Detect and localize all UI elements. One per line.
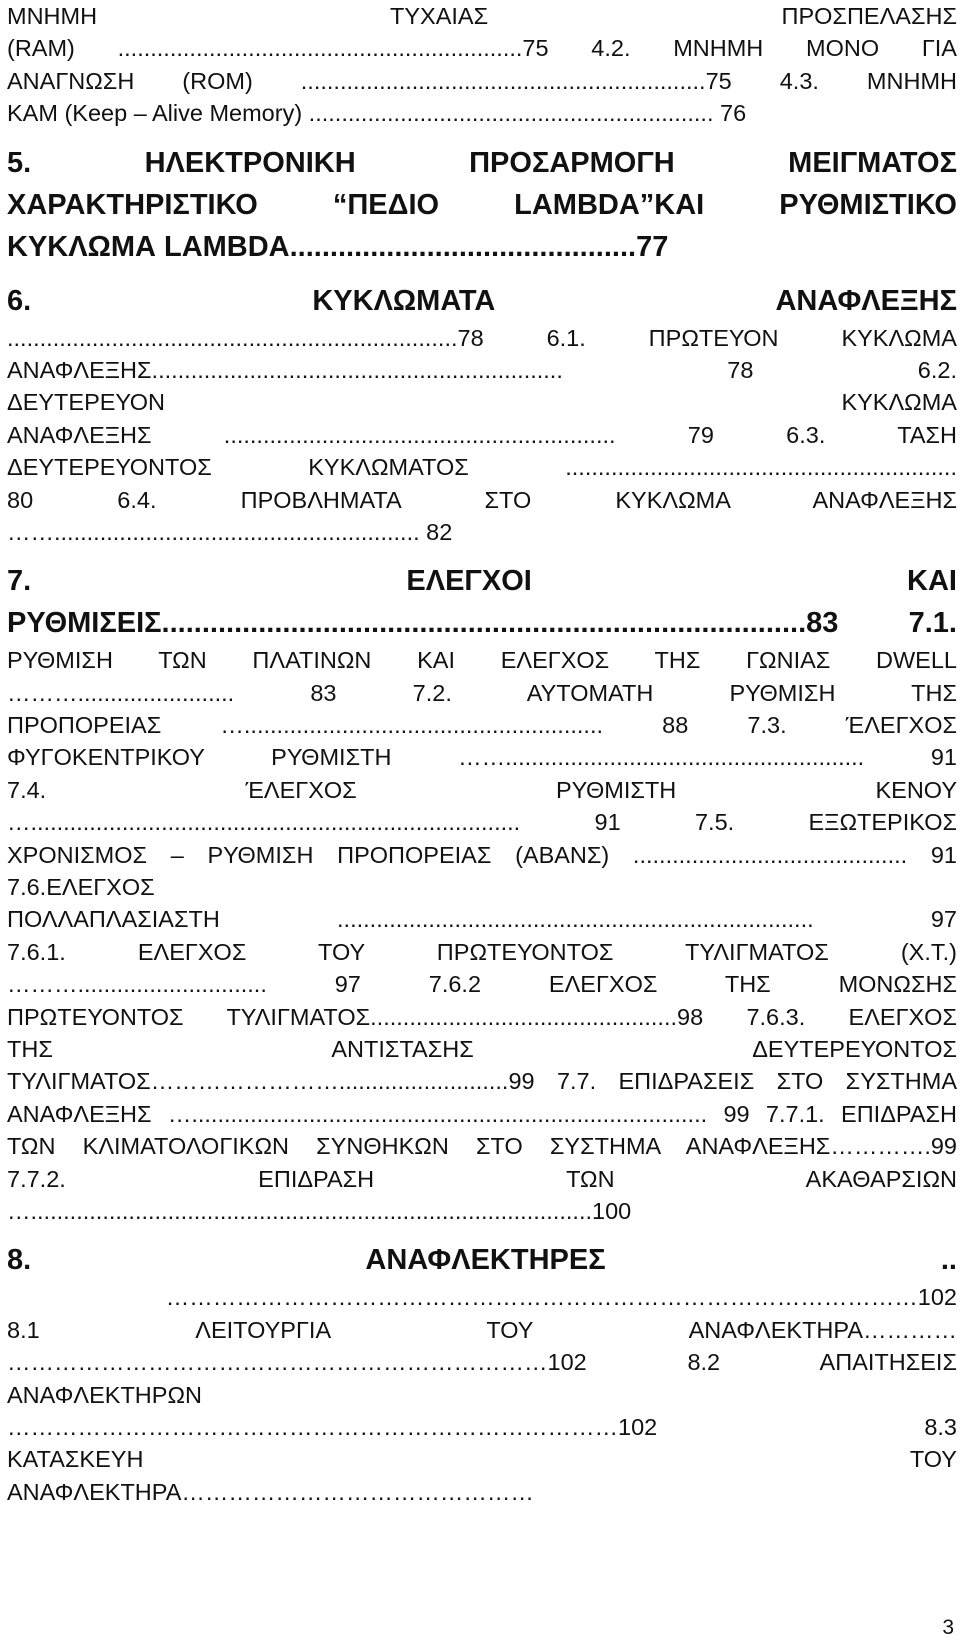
toc-line: ΑΝΑΓΝΩΣΗ (ROM) ..............................................................75 4.3. ΜΝΗΜΗ [7,67,957,94]
toc-line: 7.7.2. ΕΠΙΔΡΑΣΗ ΤΩΝ ΑΚΑΘΑΡΣΙΩΝ [7,1165,957,1192]
toc-line: ΠΡΩΤΕΥΟΝΤΟΣ ΤΥΛΙΓΜΑΤΟΣ...............................................98 7.6.3. ΕΛΕΓΧΟΣ [7,1003,957,1030]
toc-line: ……........................................................ 82 [7,518,453,545]
toc-line: 8.1 ΛΕΙΤΟΥΡΓΙΑ ΤΟΥ ΑΝΑΦΛΕΚΤΗΡΑ………… [7,1316,957,1343]
toc-line: ΑΝΑΦΛΕΞΗΣ............................................................... 78 6.2. [7,356,957,383]
section-heading: 8. ΑΝΑΦΛΕΚΤΗΡΕΣ .. [7,1244,957,1277]
section-heading: ΡΥΘΜΙΣΕΙΣ................................................................................83 7.1. [7,607,957,640]
toc-line: .....................................................................78 6.1. ΠΡΩΤΕΥΟΝ ΚΥΚΛΩΜΑ [7,324,957,351]
toc-line: ΤΥΛΙΓΜΑΤΟΣ……………………..........................99 7.7. ΕΠΙΔΡΑΣΕΙΣ ΣΤΟ ΣΥΣΤΗΜΑ [7,1068,957,1095]
page-number: 3 [942,1616,954,1639]
section-heading: ΚΥΚΛΩΜΑ LAMBDA...........................................77 [7,230,669,263]
toc-line: ΤΗΣ ΑΝΤΙΣΤΑΣΗΣ ΔΕΥΤΕΡΕΥΟΝΤΟΣ [7,1035,957,1062]
toc-line: ΑΝΑΦΛΕΚΤΗΡΑ……………………………………… [7,1478,534,1505]
toc-line: ………............................. 97 7.6.2 ΕΛΕΓΧΟΣ ΤΗΣ ΜΟΝΩΣΗΣ [7,971,957,998]
section-heading: 7. ΕΛΕΓΧΟΙ ΚΑΙ [7,565,957,598]
toc-line: …........................................................................... 91 7.5. ΕΞΩΤΕΡΙΚΟΣ [7,809,957,836]
toc-line: 7.6.1. ΕΛΕΓΧΟΣ ΤΟΥ ΠΡΩΤΕΥΟΝΤΟΣ ΤΥΛΙΓΜΑΤΟΣ (Χ.Τ.) [7,938,957,965]
toc-line: KAM (Keep – Alive Memory) .............................................................. 76 [7,100,747,127]
toc-line: ΦΥΓΟΚΕΝΤΡΙΚΟΥ ΡΥΘΜΙΣΤΗ ……....................................................... 91 [7,744,957,771]
toc-line: ΚΑΤΑΣΚΕΥΗ ΤΟΥ [7,1446,957,1473]
toc-line: ΑΝΑΦΛΕΞΗΣ …............................................................................... 99 7.7.1. ΕΠΙΔΡΑΣΗ [7,1100,957,1127]
toc-line: ΑΝΑΦΛΕΞΗΣ ............................................................ 79 6.3. ΤΑΣΗ [7,421,957,448]
toc-line: ΑΝΑΦΛΕΚΤΗΡΩΝ [7,1381,202,1408]
toc-line: ΧΡΟΝΙΣΜΟΣ – ΡΥΘΜΙΣΗ ΠΡΟΠΟΡΕΙΑΣ (ΑΒΑΝΣ) .......................................... 91 [7,841,957,868]
toc-line: ……………………………………………………………………………………102 [165,1284,957,1311]
toc-line: 7.6.ΕΛΕΓΧΟΣ [7,874,155,901]
toc-line: ΠΟΛΛΑΠΛΑΣΙΑΣΤΗ ......................................................................... 97 [7,906,957,933]
toc-line: ΜΝΗΜΗ ΤΥΧΑΙΑΣ ΠΡΟΣΠΕΛΑΣΗΣ [7,3,957,29]
toc-line: 7.4. ΈΛΕΓΧΟΣ ΡΥΘΜΙΣΤΗ ΚΕΝΟΥ [7,776,957,803]
toc-line: (RAM) ..............................................................75 4.2. ΜΝΗΜΗ ΜΟΝΟ ΓΙΑ [7,35,957,62]
toc-line: ΤΩΝ ΚΛΙΜΑΤΟΛΟΓΙΚΩΝ ΣΥΝΘΗΚΩΝ ΣΤΟ ΣΥΣΤΗΜΑ ΑΝΑΦΛΕΞΗΣ………….99 [7,1133,957,1160]
section-heading: 6. ΚΥΚΛΩΜΑΤΑ ΑΝΑΦΛΕΞΗΣ [7,284,957,317]
section-heading: 5. ΗΛΕΚΤΡΟΝΙΚΗ ΠΡΟΣΑΡΜΟΓΗ ΜΕΙΓΜΑΤΟΣ [7,146,957,179]
toc-line: ΔΕΥΤΕΡΕΥΟΝ ΚΥΚΛΩΜΑ [7,389,957,416]
toc-line: ΔΕΥΤΕΡΕΥΟΝΤΟΣ ΚΥΚΛΩΜΑΤΟΣ ............................................................ [7,454,957,481]
toc-line: ΡΥΘΜΙΣΗ ΤΩΝ ΠΛΑΤΙΝΩΝ ΚΑΙ ΕΛΕΓΧΟΣ ΤΗΣ ΓΩΝΙΑΣ DWELL [7,647,957,674]
toc-line: ……………………………………………………………102 8.2 ΑΠΑΙΤΗΣΕΙΣ [7,1349,957,1376]
table-of-contents [7,0,957,1508]
section-heading: ΧΑΡΑΚΤΗΡΙΣΤΙΚΟ “ΠΕΔΙΟ LAMBDA”ΚΑΙ ΡΥΘΜΙΣΤΙΚΟ [7,188,957,221]
toc-line: ………........................ 83 7.2. ΑΥΤΟΜΑΤΗ ΡΥΘΜΙΣΗ ΤΗΣ [7,679,957,706]
toc-line: ΠΡΟΠΟΡΕΙΑΣ …....................................................... 88 7.3. ΈΛΕΓΧΟΣ [7,712,957,739]
toc-line: 80 6.4. ΠΡΟΒΛΗΜΑΤΑ ΣΤΟ ΚΥΚΛΩΜΑ ΑΝΑΦΛΕΞΗΣ [7,486,957,513]
toc-line: ……………………………………………………………………102 8.3 [7,1413,957,1440]
toc-line: …......................................................................................100 [7,1197,632,1224]
